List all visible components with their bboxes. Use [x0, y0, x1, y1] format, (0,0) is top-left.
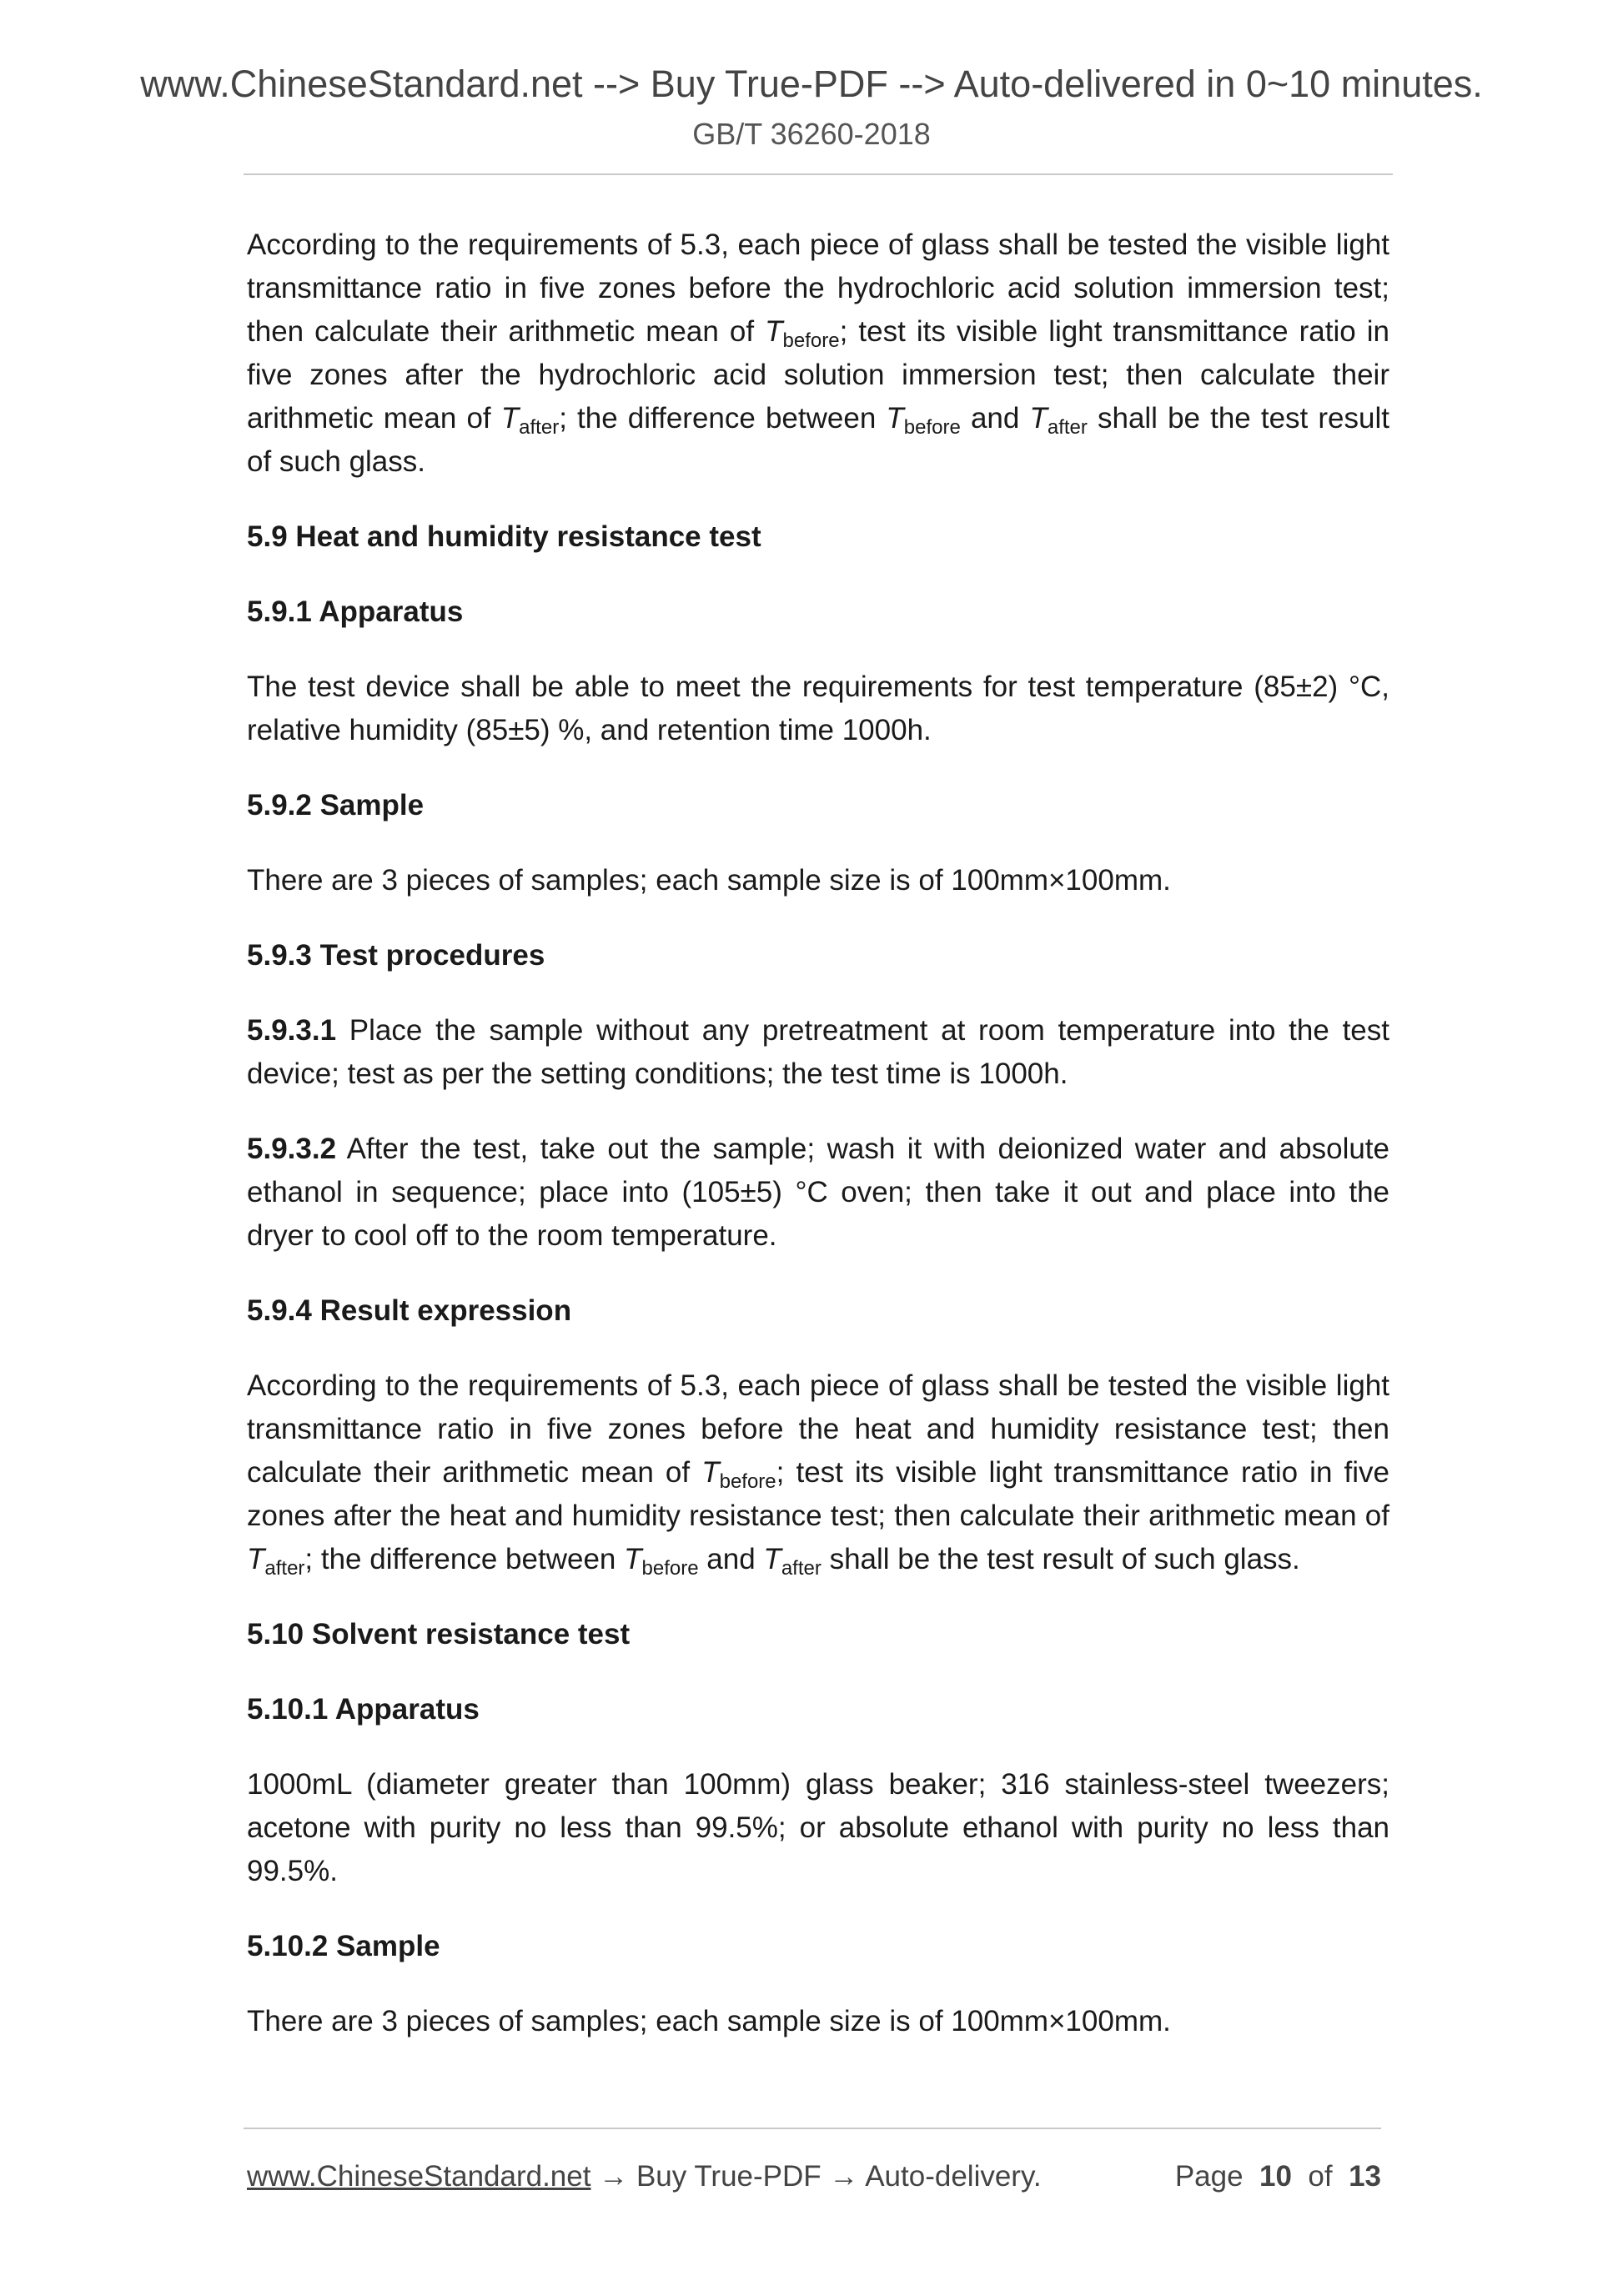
t-after-symbol: $T_{after}$	[247, 1543, 305, 1580]
standard-code: GB/T 36260-2018	[692, 117, 931, 151]
total-pages: 13	[1349, 2160, 1381, 2193]
auto-delivery-text: Auto-delivery.	[865, 2160, 1042, 2193]
paragraph-5-9-2: There are 3 pieces of samples; each sample size is of 100mm×100mm.	[247, 864, 1171, 897]
header-divider	[244, 173, 1393, 175]
paragraph-5-9-1: The test device shall be able to meet the requirements for test temperature (85±2) °C, relative humidity (85±5) %, and retention time 1000h.	[247, 671, 1389, 746]
page-number: Page 10 of 13	[1174, 2160, 1381, 2193]
arrow-icon: →	[829, 2160, 859, 2193]
paragraph-hcl-result: According to the requirements of 5.3, each piece of glass shall be tested the visible light transmittance ratio in five zones before the hydrochloric acid solution immersion test; then calculate their arithmetic mean of $T_{before}$; test its visible light transmittance ratio in five zones after the hydrochloric acid solution immersion test; then calculate their arithmetic mean of $T_{after}$; the difference between $T_{before}$ and $T_{after}$ shall be the test result of such glass.	[247, 229, 1389, 478]
buy-true-pdf-text: Buy True-PDF	[636, 2160, 822, 2193]
paragraph-5-9-3-2: 5.9.3.2 After the test, take out the sample; wash it with deionized water and absolute ethanol in sequence; place into (105±5) °C oven; then take it out and place into the dryer to cool off to the room temperature.	[247, 1133, 1389, 1252]
arrow-icon: →	[599, 2160, 629, 2193]
heading-5-10-1: 5.10.1 Apparatus	[247, 1693, 480, 1726]
t-after-symbol: $T_{after}$	[500, 402, 560, 439]
paragraph-5-9-3-1: 5.9.3.1 Place the sample without any pretreatment at room temperature into the test device; test as per the setting conditions; the test time is 1000h.	[247, 1014, 1389, 1090]
heading-5-10: 5.10 Solvent resistance test	[247, 1618, 631, 1650]
heading-5-9: 5.9 Heat and humidity resistance test	[247, 520, 761, 553]
clause-number: 5.9.3.2	[247, 1133, 337, 1165]
site-link[interactable]: www.ChineseStandard.net	[247, 2160, 591, 2193]
heading-5-9-1: 5.9.1 Apparatus	[247, 595, 464, 628]
page-footer	[247, 2157, 1381, 2197]
t-before-symbol: $T_{before}$	[886, 402, 961, 439]
t-before-symbol: $T_{before}$	[701, 1456, 776, 1493]
clause-number: 5.9.3.1	[247, 1014, 337, 1047]
heading-5-9-4: 5.9.4 Result expression	[247, 1294, 572, 1327]
heading-5-9-2: 5.9.2 Sample	[247, 789, 425, 821]
footer-divider	[244, 2128, 1381, 2129]
header-banner: www.ChineseStandard.net --> Buy True-PDF --> Auto-delivered in 0~10 minutes.	[140, 63, 1483, 105]
t-before-symbol: $T_{before}$	[624, 1543, 699, 1580]
heading-5-9-3: 5.9.3 Test procedures	[247, 939, 545, 972]
t-after-symbol: $T_{after}$	[763, 1543, 822, 1580]
t-before-symbol: $T_{before}$	[765, 315, 840, 352]
current-page: 10	[1259, 2160, 1292, 2193]
paragraph-5-10-1: 1000mL (diameter greater than 100mm) glass beaker; 316 stainless-steel tweezers; acetone with purity no less than 99.5%; or absolute ethanol with purity no less than 99.5%.	[247, 1768, 1389, 1887]
paragraph-5-9-4: According to the requirements of 5.3, each piece of glass shall be tested the visible light transmittance ratio in five zones before the heat and humidity resistance test; then calculate their arithmetic mean of $T_{before}$; test its visible light transmittance ratio in five zones after the heat and humidity resistance test; then calculate their arithmetic mean of $T_{after}$; the difference between $T_{before}$ and $T_{after}$ shall be the test result of such glass.	[247, 1369, 1389, 1580]
paragraph-5-10-2: There are 3 pieces of samples; each sample size is of 100mm×100mm.	[247, 2005, 1171, 2037]
document-body	[247, 224, 1389, 2075]
heading-5-10-2: 5.10.2 Sample	[247, 1930, 440, 1962]
t-after-symbol: $T_{after}$	[1029, 402, 1088, 439]
